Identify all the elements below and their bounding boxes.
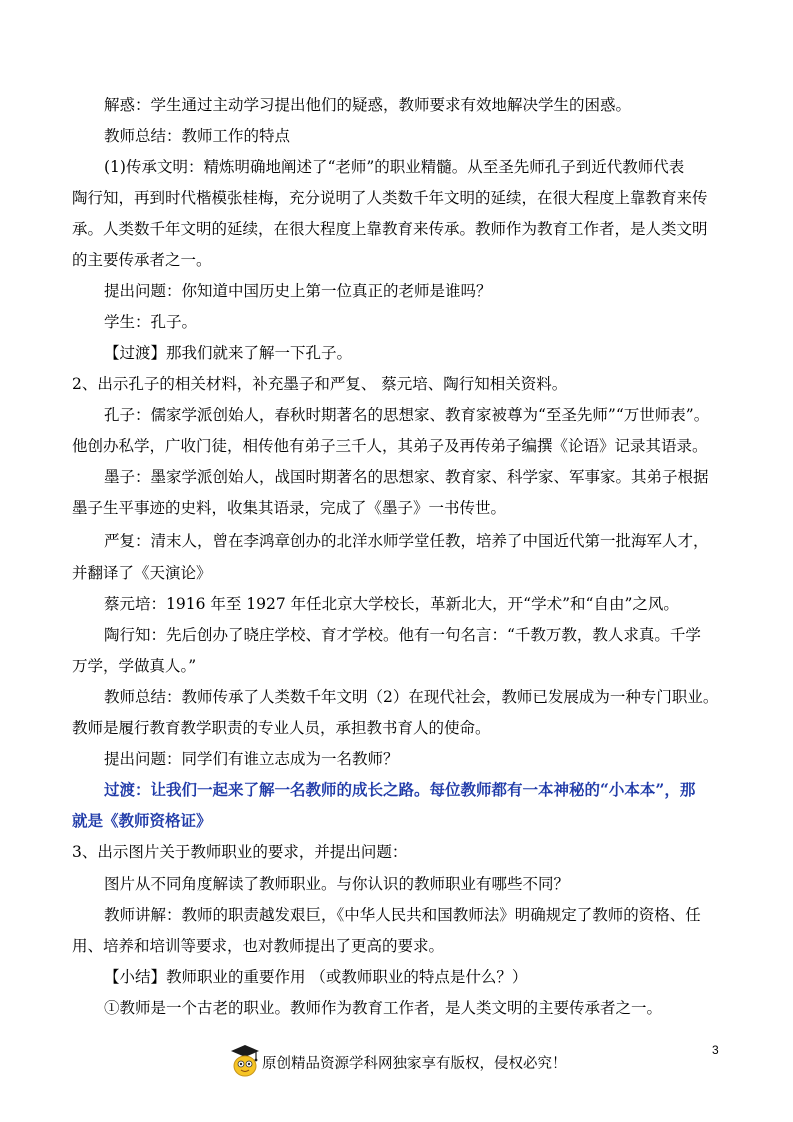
text-line: 并翻译了《天演论》: [72, 564, 212, 582]
text-line: 他创办私学，广收门徒，相传他有弟子三千人，其弟子及再传弟子编撰《论语》记录其语录。: [72, 437, 708, 455]
text-line: 教师总结：教师传承了人类数千年文明（2）在现代社会，教师已发展成为一种专门职业。: [104, 688, 719, 706]
text-line: 陶行知：先后创办了晓庄学校、育才学校。他有一句名言：“千教万教，教人求真。千学: [104, 626, 701, 644]
transition-line-emphasis: 过渡：让我们一起来了解一名教师的成长之路。每位教师都有一本神秘的“小本本”，那: [104, 780, 696, 799]
page-number: 3: [712, 1043, 719, 1057]
graduate-mascot-icon: [230, 1043, 260, 1081]
text-line: 的主要传承者之一。: [72, 251, 212, 269]
text-line: 严复：清末人，曾在李鸿章创办的北洋水师学堂任教，培养了中国近代第一批海军人才，: [104, 532, 709, 550]
text-line: 教师讲解：教师的职责越发艰巨，《中华人民共和国教师法》明确规定了教师的资格、任: [104, 906, 701, 924]
text-line: ①教师是一个古老的职业。教师作为教育工作者，是人类文明的主要传承者之一。: [104, 999, 663, 1017]
text-line: 【小结】教师职业的重要作用 （或教师职业的特点是什么？）: [104, 968, 528, 986]
text-line: 万学，学做真人。”: [72, 657, 197, 675]
text-line: 教师总结：教师工作的特点: [104, 127, 291, 145]
copyright-notice: 原创精品资源学科网独家享有版权，侵权必究！: [262, 1055, 567, 1072]
text-line: 用、培养和培训等要求，也对教师提出了更高的要求。: [72, 937, 445, 955]
text-line: 蔡元培：1916 年至 1927 年任北京大学校长，革新北大，开“学术”和“自由”之风。: [104, 595, 679, 613]
text-line: 墨子生平事迹的史料，收集其语录，完成了《墨子》一书传世。: [72, 499, 507, 517]
transition-line-emphasis: 就是《教师资格证》: [72, 811, 212, 830]
text-line: 墨子：墨家学派创始人，战国时期著名的思想家、教育家、科学家、军事家。其弟子根据: [104, 468, 709, 486]
text-line: 提出问题：同学们有谁立志成为一名教师？: [104, 750, 399, 768]
text-line: 学生：孔子。: [104, 313, 198, 331]
text-line: 图片从不同角度解读了教师职业。与你认识的教师职业有哪些不同？: [104, 875, 570, 893]
text-line: 陶行知，再到时代楷模张桂梅，充分说明了人类数千年文明的延续，在很大程度上靠教育来传: [72, 189, 708, 207]
page-footer: [230, 1044, 567, 1080]
text-line: 孔子：儒家学派创始人，春秋时期著名的思想家、教育家被尊为“至圣先师”“万世师表”。: [104, 406, 710, 424]
text-line: 教师是履行教育教学职责的专业人员，承担教书育人的使命。: [72, 719, 491, 737]
text-line: 承。人类数千年文明的延续，在很大程度上靠教育来传承。教师作为教育工作者，是人类文明: [72, 220, 708, 238]
text-line: (1)传承文明：精炼明确地阐述了“老师”的职业精髓。从至圣先师孔子到近代教师代表: [104, 158, 685, 176]
text-line: 提出问题：你知道中国历史上第一位真正的老师是谁吗？: [104, 282, 492, 300]
text-line: 2、出示孔子的相关材料，补充墨子和严复、 蔡元培、陶行知相关资料。: [72, 375, 568, 393]
text-line: 3、出示图片关于教师职业的要求，并提出问题：: [72, 843, 408, 861]
text-line: 【过渡】那我们就来了解一下孔子。: [104, 344, 353, 362]
text-line: 解惑：学生通过主动学习提出他们的疑惑，教师要求有效地解决学生的困惑。: [104, 96, 632, 114]
